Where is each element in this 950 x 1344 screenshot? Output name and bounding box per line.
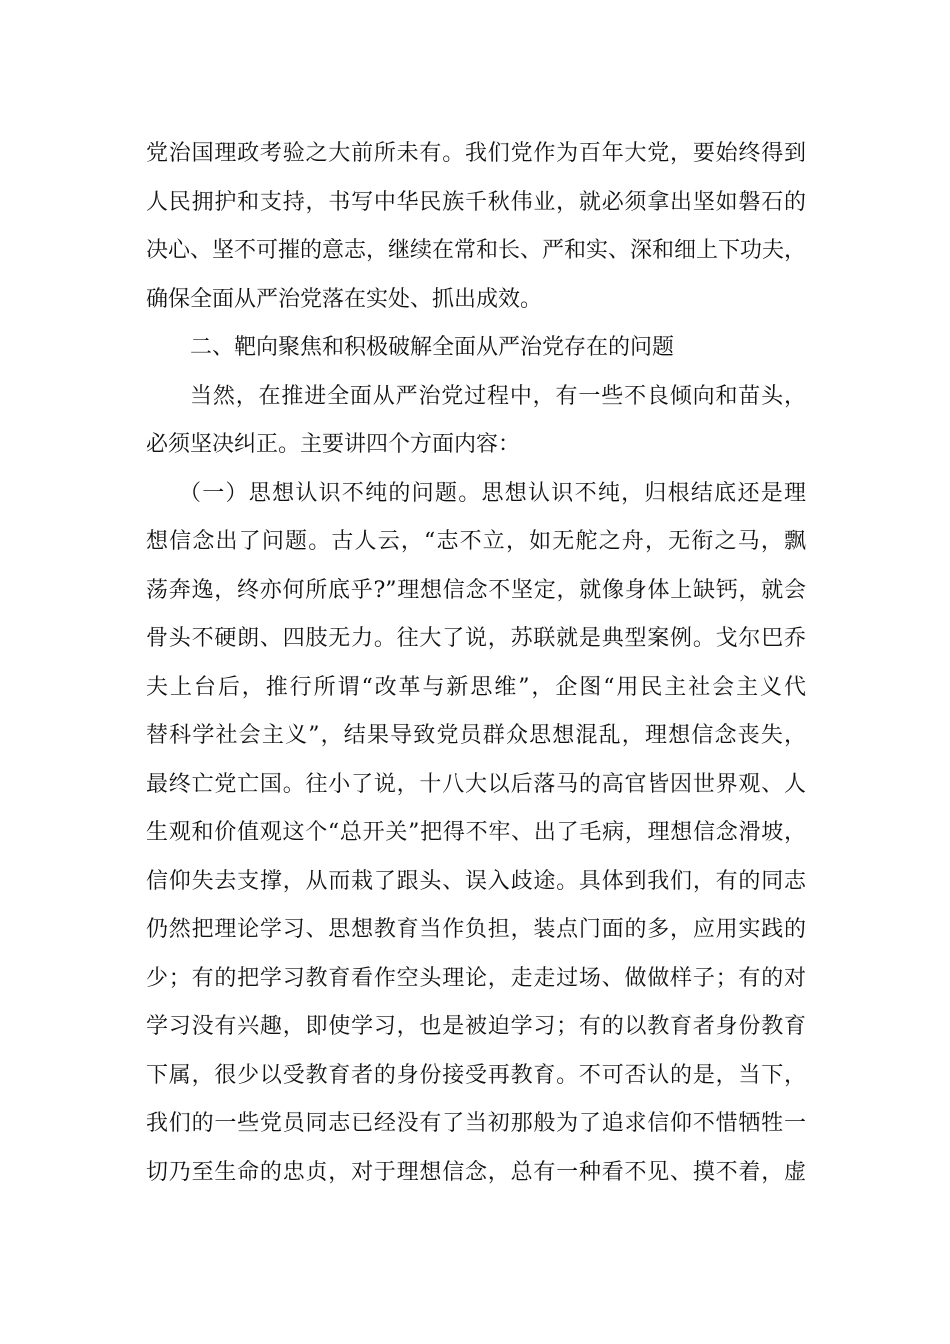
body-line: 学习没有兴趣，即使学习，也是被迫学习；有的以教育者身份教育 (146, 1014, 806, 1039)
section-heading: 二、靶向聚焦和积极破解全面从严治党存在的问题 (190, 335, 675, 360)
body-line: 少；有的把学习教育看作空头理论，走走过场、做做样子；有的对 (146, 965, 806, 991)
body-line: 仍然把理论学习、思想教育当作负担，装点门面的多，应用实践的 (146, 917, 806, 942)
body-line: 替科学社会主义”，结果导致党员群众思想混乱，理想信念丧失， (146, 723, 806, 748)
body-line: 最终亡党亡国。往小了说，十八大以后落马的高官皆因世界观、人 (146, 771, 806, 797)
body-line: 骨头不硬朗、四肢无力。往大了说，苏联就是典型案例。戈尔巴乔 (146, 626, 806, 651)
body-line: 决心、坚不可摧的意志，继续在常和长、严和实、深和细上下功夫， (146, 238, 806, 263)
body-line: 生观和价值观这个“总开关”把得不牢、出了毛病，理想信念滑坡， (146, 820, 806, 845)
body-line: 想信念出了问题。古人云，“志不立，如无舵之舟，无衔之马，飘 (146, 529, 806, 554)
document-body (146, 130, 806, 1197)
body-line: 人民拥护和支持，书写中华民族千秋伟业，就必须拿出坚如磐石的 (146, 189, 806, 215)
body-line: 确保全面从严治党落在实处、抓出成效。 (146, 286, 543, 312)
body-line: 荡奔逸，终亦何所底乎?”理想信念不坚定，就像身体上缺钙，就会 (146, 577, 806, 603)
body-line: 切乃至生命的忠贞，对于理想信念，总有一种看不见、摸不着，虚 (146, 1159, 806, 1185)
body-line: 党治国理政考验之大前所未有。我们党作为百年大党，要始终得到 (146, 141, 806, 166)
body-line: 下属，很少以受教育者的身份接受再教育。不可否认的是，当下， (146, 1062, 806, 1088)
body-line: 我们的一些党员同志已经没有了当初那般为了追求信仰不惜牺牲一 (146, 1111, 806, 1136)
body-line: 必须坚决纠正。主要讲四个方面内容： (146, 432, 521, 457)
body-line: 夫上台后，推行所谓“改革与新思维”，企图“用民主社会主义代 (146, 674, 806, 700)
body-line: 当然，在推进全面从严治党过程中，有一些不良倾向和苗头， (190, 383, 806, 409)
subsection-line: （一）思想认识不纯的问题。思想认识不纯，归根结底还是理 (179, 480, 806, 506)
body-line: 信仰失去支撑，从而栽了跟头、误入歧途。具体到我们，有的同志 (146, 868, 806, 894)
